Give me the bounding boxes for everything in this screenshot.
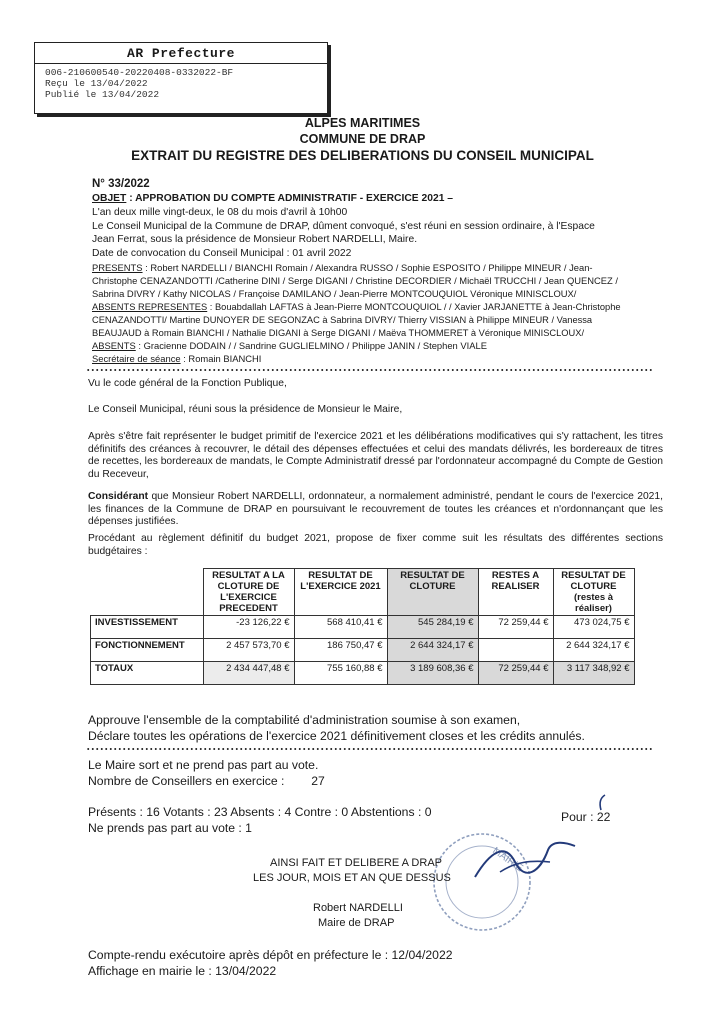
stamp-title: AR Prefecture — [35, 43, 327, 64]
body-p2: Le Conseil Municipal, réuni sous la présidence de Monsieur le Maire, — [88, 404, 403, 415]
cell-restes: 72 259,44 € — [478, 662, 553, 685]
separator-stars — [86, 746, 654, 752]
table-header-empty — [91, 569, 204, 616]
presents-line-2: Christophe CENAZANDOTTI /Catherine DINI / Serge DIGANI / Christine DECORDIER / Michaël TRUCCHI / Jean QUENCEZ / — [92, 275, 618, 286]
presents-line-3: Sabrina DIVRY / Kathy NICOLAS / Françoise DAMILANO / Jean-Pierre MONTCOUQUIOL Véronique MINISCLOUX/ — [92, 288, 577, 299]
table-header-previous: RESULTAT A LA CLOTURE DE L'EXERCICE PRECEDENT — [203, 569, 294, 616]
table-header-2021: RESULTAT DE L'EXERCICE 2021 — [294, 569, 387, 616]
body-p1: Vu le code général de la Fonction Publique, — [88, 378, 287, 389]
body-p5: Procédant au règlement définitif du budget 2021, propose de fixer comme suit les résultats des différentes sections budgétaires : — [88, 533, 663, 557]
table-row — [91, 662, 635, 685]
results-table — [90, 568, 635, 685]
cell-cloture: 3 189 608,36 € — [387, 662, 478, 685]
table-row — [91, 639, 635, 662]
conclusion-line-1: Approuve l'ensemble de la comptabilité d'administration soumise à son examen, — [88, 713, 521, 727]
represented-line-1 — [92, 301, 621, 314]
body-p4 — [88, 491, 663, 529]
row-label: TOTAUX — [91, 662, 204, 685]
body-p3: Après s'être fait représenter le budget primitif de l'exercice 2021 et les délibérations modificatives qui s'y rattachent, les titres définitifs des créances à recouvrer, le détail des dépenses effectuées et celui des mandats délivrés, les bordereaux de titres de recettes, les bordereaux de mandats, le Compte Administratif dressé par l'ordonnateur accompagné du Compte de Gestion du Receveur, — [88, 431, 663, 480]
cell-cloture: 2 644 324,17 € — [387, 639, 478, 662]
represented-line-3: BEAUJAUD à Romain BIANCHI / Nathalie DIGANI à Serge DIGANI / Maëva THOMMERET à Véronique MINISCLOUX/ — [92, 328, 585, 338]
signature-line-1: AINSI FAIT ET DELIBERE A DRAP — [270, 857, 442, 869]
header-department: ALPES MARITIMES — [304, 116, 421, 130]
cell-final: 473 024,75 € — [553, 616, 634, 639]
secretary-text: : Romain BIANCHI — [180, 353, 262, 364]
date-line: L'an deux mille vingt-deux, le 08 du mois d'avril à 10h00 — [92, 207, 348, 218]
not-voting-line: Ne prends pas part au vote : 1 — [88, 821, 252, 835]
signature-scribble-icon — [470, 832, 580, 887]
cell-prev: 2 457 573,70 € — [203, 639, 294, 662]
prefecture-stamp — [34, 42, 328, 114]
objet-label: OBJET — [92, 193, 127, 204]
represented-label: ABSENTS REPRESENTES — [92, 302, 208, 312]
objet-line — [92, 193, 453, 206]
represented-line-2: CENAZANDOTTI/ Martine DUNOYER DE SEGONZAC à Sabrina DIVRY/ Thierry VISSIAN à Philippe MINEUR / Vanessa — [92, 315, 593, 325]
row-label: FONCTIONNEMENT — [91, 639, 204, 662]
stamp-published: Publié le 13/04/2022 — [45, 89, 160, 100]
table-header-row — [91, 569, 635, 616]
cell-2021: 755 160,88 € — [294, 662, 387, 685]
council-line-2: Jean Ferrat, sous la présidence de Monsieur Robert NARDELLI, Maire. — [92, 234, 418, 245]
mayor-out-line: Le Maire sort et ne prend pas part au vote. — [88, 758, 319, 772]
considerant-label: Considérant — [88, 491, 149, 502]
cell-cloture: 545 284,19 € — [387, 616, 478, 639]
cell-2021: 186 750,47 € — [294, 639, 387, 662]
header-commune: COMMUNE DE DRAP — [299, 132, 426, 146]
cell-final: 2 644 324,17 € — [553, 639, 634, 662]
signature-line-2: LES JOUR, MOIS ET AN QUE DESSUS — [253, 872, 451, 884]
presents-line-1 — [92, 262, 593, 275]
absents-label: ABSENTS — [92, 340, 136, 351]
absents-text: : Gracienne DODAIN / / Sandrine GUGLIELMINO / Philippe JANIN / Stephen VIALE — [135, 340, 487, 351]
secretary-label: Secrétaire de séance — [92, 353, 181, 364]
cell-2021: 568 410,41 € — [294, 616, 387, 639]
cell-restes: 72 259,44 € — [478, 616, 553, 639]
table-header-cloture: RESULTAT DE CLOTURE — [387, 569, 478, 616]
signatory-title: Maire de DRAP — [318, 917, 395, 929]
vote-pour: Pour : 22 — [561, 810, 611, 824]
cell-prev: 2 434 447,48 € — [203, 662, 294, 685]
footer-affichage: Affichage en mairie le : 13/04/2022 — [88, 964, 277, 978]
seal-text: MAIRIE — [490, 845, 525, 875]
cell-restes — [478, 639, 553, 662]
secretary-line — [92, 353, 261, 366]
presents-label: PRESENTS — [92, 262, 143, 273]
convocation-line: Date de convocation du Conseil Municipal : 01 avril 2022 — [92, 248, 352, 259]
cell-prev: -23 126,22 € — [203, 616, 294, 639]
header-register: EXTRAIT DU REGISTRE DES DELIBERATIONS DU CONSEIL MUNICIPAL — [131, 148, 594, 163]
conclusion-line-2: Déclare toutes les opérations de l'exercice 2021 définitivement closes et les crédits annulés. — [88, 729, 585, 743]
table-row — [91, 616, 635, 639]
stamp-reference: 006-210600540-20220408-0332022-BF — [45, 67, 234, 78]
body-p4-text: que Monsieur Robert NARDELLI, ordonnateur, a normalement administré, pendant le cours de l'exercice 2021, les finances de la Commune de DRAP en poursuivant le recouvrement de toutes les créances et n'ordonnançant que les dépenses justifiées. — [88, 491, 663, 528]
stamp-received: Reçu le 13/04/2022 — [45, 78, 148, 89]
cell-final: 3 117 348,92 € — [553, 662, 634, 685]
pen-mark-icon — [596, 793, 608, 813]
vote-tally: Présents : 16 Votants : 23 Absents : 4 Contre : 0 Abstentions : 0 — [88, 805, 432, 819]
council-line-1: Le Conseil Municipal de la Commune de DRAP, dûment convoqué, s'est réuni en session ordinaire, à l'Espace — [92, 221, 595, 232]
objet-text: : APPROBATION DU COMPTE ADMINISTRATIF - EXERCICE 2021 – — [126, 193, 454, 204]
table-header-restes: RESTES A REALISER — [478, 569, 553, 616]
signatory-name: Robert NARDELLI — [313, 902, 403, 914]
table-header-final: RESULTAT DE CLOTURE (restes à réaliser) — [553, 569, 634, 616]
councillors-label: Nombre de Conseillers en exercice : — [88, 774, 285, 788]
row-label: INVESTISSEMENT — [91, 616, 204, 639]
separator-stars — [86, 367, 654, 373]
footer-executoire: Compte-rendu exécutoire après dépôt en préfecture le : 12/04/2022 — [88, 948, 453, 962]
deliberation-number: N° 33/2022 — [92, 178, 150, 190]
councillors-line — [88, 774, 325, 789]
councillors-value: 27 — [311, 774, 325, 788]
represented-text-1: : Bouabdallah LAFTAS à Jean-Pierre MONTCOUQUIOL / / Xavier JARJANETTE à Jean-Christophe — [207, 302, 621, 312]
presents-text-1: : Robert NARDELLI / BIANCHI Romain / Alexandra RUSSO / Sophie ESPOSITO / Philippe MINEUR / Jean- — [142, 262, 593, 273]
absents-line — [92, 340, 487, 353]
